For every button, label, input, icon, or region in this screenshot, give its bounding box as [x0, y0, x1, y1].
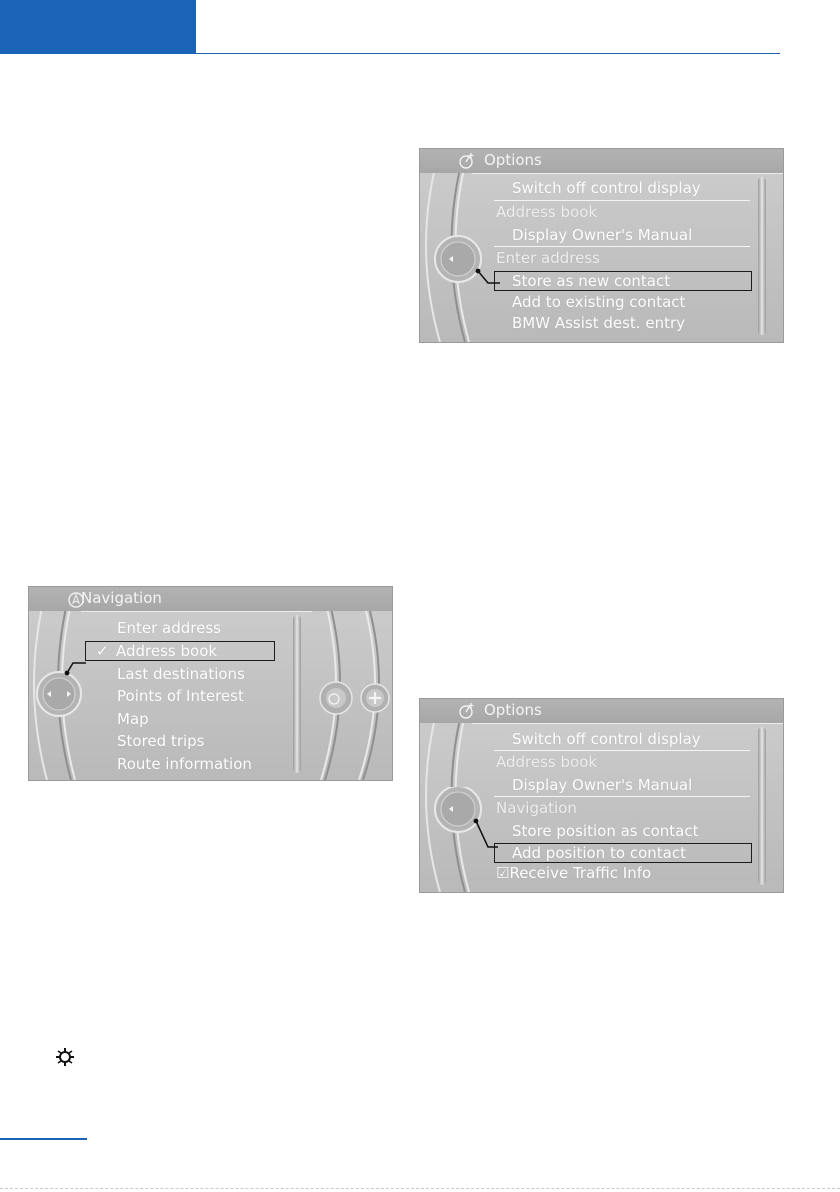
menu-item-label: Address book — [116, 642, 218, 660]
section-navigation: Navigation — [496, 799, 577, 817]
menu-item-map[interactable]: Map — [117, 710, 149, 728]
plus-icon[interactable] — [359, 679, 393, 717]
separator — [494, 246, 750, 247]
footer-rule — [0, 1138, 87, 1140]
menu-item-label: Receive Traffic Info — [509, 864, 652, 882]
screen-navigation — [28, 586, 393, 781]
menu-item-store-as-new-contact[interactable]: Store as new contact — [512, 272, 671, 290]
menu-item-display-owners-manual[interactable]: Display Owner's Manual — [512, 226, 693, 244]
scrollbar[interactable] — [758, 727, 766, 885]
screen-title: Options — [484, 151, 542, 169]
menu-item-switch-off-display[interactable]: Switch off control display — [512, 179, 701, 197]
controller-knob-icon — [426, 235, 510, 295]
header-rule — [196, 53, 780, 54]
scrollbar[interactable] — [758, 177, 766, 335]
section-address-book: Address book — [496, 753, 598, 771]
menu-item-last-destinations[interactable]: Last destinations — [117, 665, 245, 683]
separator — [494, 796, 750, 797]
menu-item-stored-trips[interactable]: Stored trips — [117, 732, 205, 750]
screen-title: Options — [484, 701, 542, 719]
menu-item-enter-address[interactable]: Enter address — [117, 619, 221, 637]
menu-item-add-to-existing-contact[interactable]: Add to existing contact — [512, 293, 686, 311]
selection-highlight — [494, 271, 752, 291]
menu-item-switch-off-display[interactable]: Switch off control display — [512, 730, 701, 748]
title-rule — [81, 611, 312, 612]
screen-options-add-position — [419, 698, 784, 893]
section-enter-address: Enter address — [496, 249, 600, 267]
separator — [494, 750, 750, 751]
chapter-header-tab — [0, 0, 196, 54]
section-address-book: Address book — [496, 203, 598, 221]
footer-dotted-line — [0, 1188, 840, 1190]
controller-knob-icon — [426, 787, 510, 859]
separator — [494, 200, 750, 201]
checkbox-checked-icon: ☑ — [496, 864, 510, 882]
controller-knob-icon — [31, 647, 95, 719]
menu-item-store-position-as-contact[interactable]: Store position as contact — [512, 822, 699, 840]
selection-highlight — [85, 641, 275, 661]
options-icon — [458, 152, 476, 170]
menu-item-add-position-to-contact[interactable]: Add position to contact — [512, 844, 686, 862]
screen-options-store-contact — [419, 148, 784, 343]
title-rule — [472, 723, 783, 724]
title-rule — [472, 173, 783, 174]
options-icon — [458, 702, 476, 720]
rotary-controller-symbol-icon — [54, 1046, 76, 1068]
menu-item-route-information[interactable]: Route information — [117, 755, 252, 773]
menu-item-receive-traffic-info[interactable] — [496, 864, 651, 882]
options-menu-icon[interactable] — [317, 679, 355, 717]
check-icon: ✓ — [96, 642, 109, 660]
menu-item-points-of-interest[interactable]: Points of Interest — [117, 687, 244, 705]
menu-item-bmw-assist-dest-entry[interactable]: BMW Assist dest. entry — [512, 314, 685, 332]
menu-item-display-owners-manual[interactable]: Display Owner's Manual — [512, 776, 693, 794]
selection-highlight — [494, 843, 752, 863]
scrollbar[interactable] — [293, 615, 301, 773]
screen-title: Navigation — [81, 589, 162, 607]
